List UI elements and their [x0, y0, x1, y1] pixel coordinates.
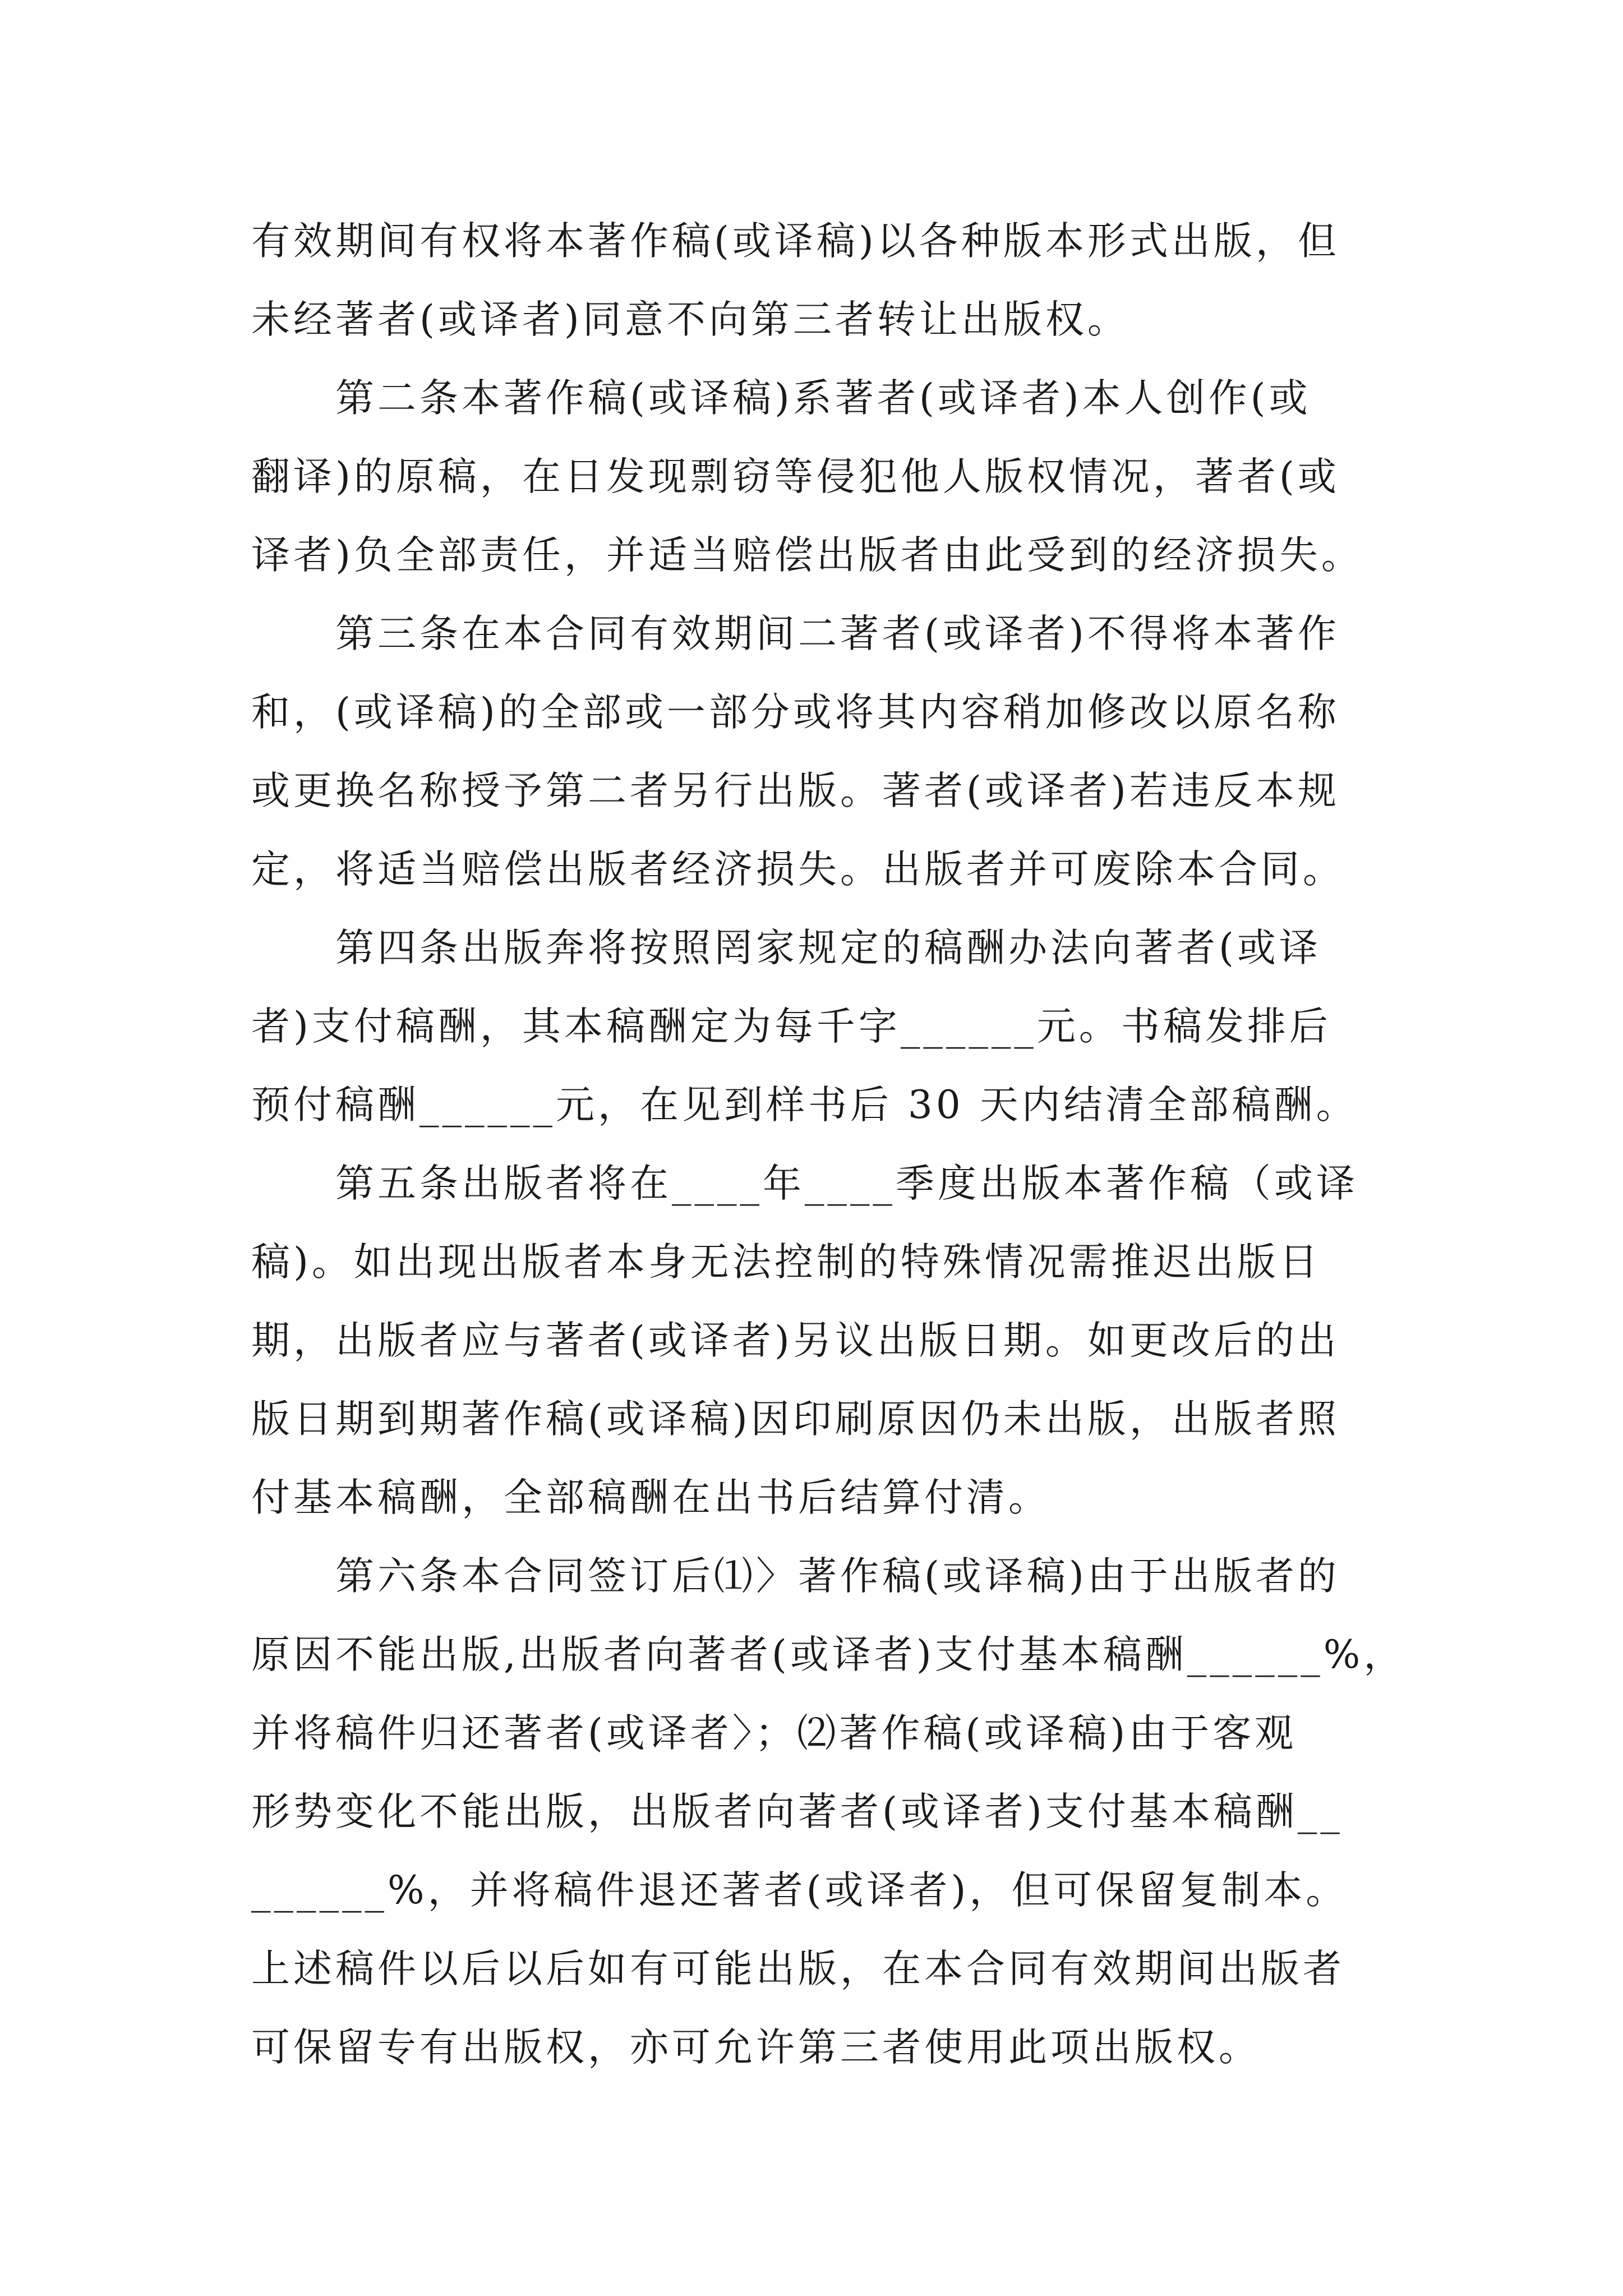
text-line: 期，出版者应与著者(或译者)另议出版日期。如更改后的出 — [251, 1318, 1340, 1363]
text-line: 翻译)的原稿，在日发现剽窃等侵犯他人版权情况，著者(或 — [251, 454, 1340, 499]
article-3-line: 第三条在本合同有效期间二著者(或译者)不得将本著作 — [335, 611, 1340, 656]
text-line: 译者)负全部责任，并适当赔偿出版者由此受到的经济损失。 — [251, 533, 1363, 578]
text-line: 或更换名称授予第二者另行出版。著者(或译者)若违反本规 — [251, 769, 1340, 813]
text-line: 定，将适当赔偿出版者经济损失。出版者并可废除本合同。 — [251, 847, 1345, 892]
text-line: 原因不能出版,出版者向著者(或译者)支付基本稿酬______%， — [251, 1632, 1406, 1677]
text-line: 付基本稿酬，全部稿酬在出书后结算付清。 — [251, 1475, 1050, 1520]
text-line: 形势变化不能出版，出版者向著者(或译者)支付基本稿酬__ — [251, 1789, 1343, 1834]
article-6-line: 第六条本合同签订后⑴〉著作稿(或译稿)由于出版者的 — [335, 1554, 1340, 1599]
text-line: 和，(或译稿)的全部或一部分或将其内容稍加修改以原名称 — [251, 690, 1340, 735]
article-5-line: 第五条出版者将在____年____季度出版本著作稿（或译 — [335, 1161, 1358, 1206]
text-line: 预付稿酬______元，在见到样书后 30 天内结清全部稿酬。 — [251, 1083, 1358, 1128]
text-line: 稿)。如出现出版者本身无法控制的特殊情况需推迟出版日 — [251, 1240, 1321, 1285]
text-line: ______%，并将稿件退还著者(或译者)，但可保留复制本。 — [251, 1868, 1348, 1913]
text-line: 未经著者(或译者)同意不向第三者转让出版权。 — [251, 297, 1129, 342]
text-line: 版日期到期著作稿(或译稿)因印刷原因仍未出版，出版者照 — [251, 1397, 1340, 1442]
text-line: 者)支付稿酬，其本稿酬定为每千字______元。书稿发排后 — [251, 1004, 1331, 1049]
text-line: 有效期间有权将本著作稿(或译稿)以各种版本形式出版，但 — [251, 219, 1340, 264]
contract-text-body — [251, 202, 1406, 2087]
text-line: 可保留专有出版权，亦可允许第三者使用此项出版权。 — [251, 2025, 1261, 2070]
text-line: 并将稿件归还著者(或译者〉；⑵著作稿(或译稿)由于客观 — [251, 1711, 1297, 1756]
article-2-line: 第二条本著作稿(或译稿)系著者(或译者)本人创作(或 — [335, 376, 1311, 421]
text-line: 上述稿件以后以后如有可能出版，在本合同有效期间出版者 — [251, 1947, 1345, 1991]
article-4-line: 第四条出版奔将按照罔家规定的稿酬办法向著者(或译 — [335, 926, 1321, 970]
